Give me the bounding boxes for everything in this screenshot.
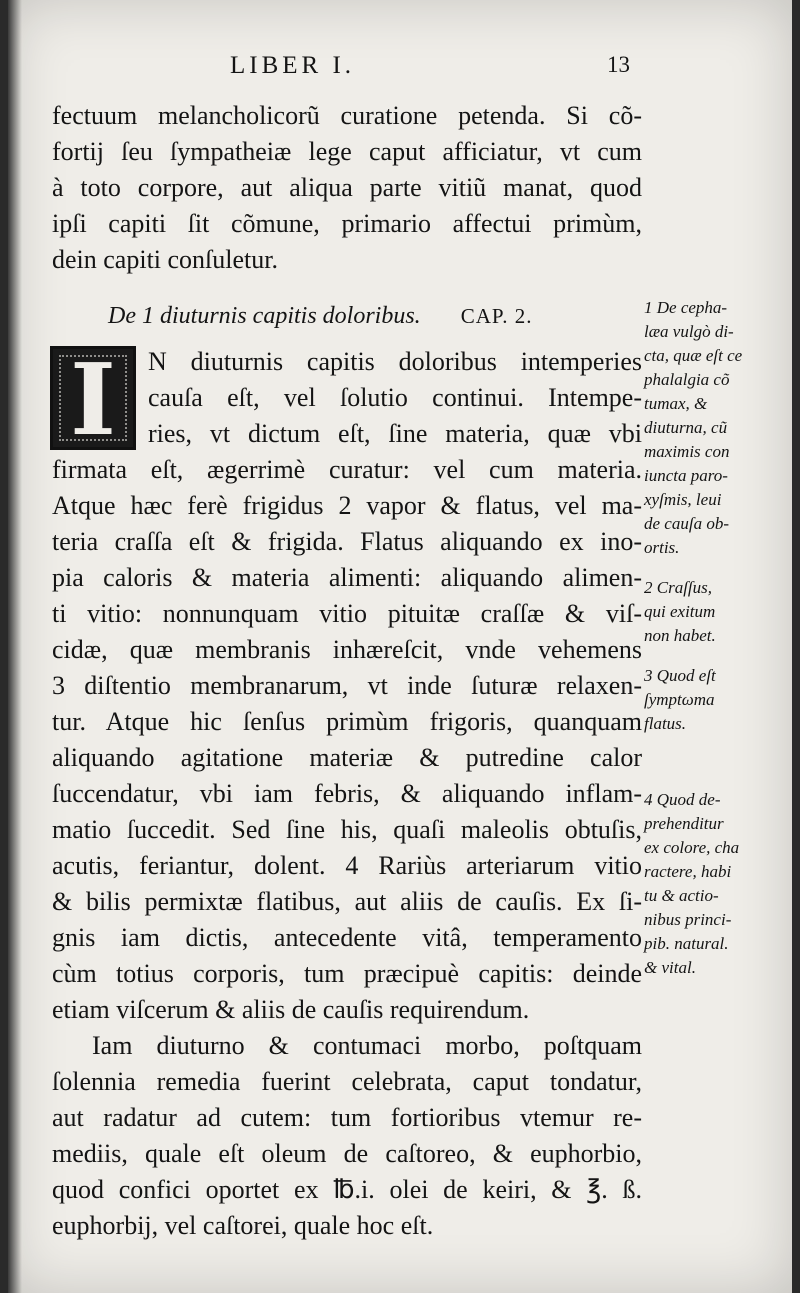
page-gutter-shadow bbox=[8, 0, 22, 1293]
note-line: 4 Quod de- bbox=[644, 790, 721, 809]
text-line: firmata eſt, ægerrimè curatur: vel cum materia. bbox=[52, 455, 642, 484]
initial-paragraph bbox=[52, 343, 642, 458]
text-line: ſolennia remedia fuerint celebrata, caput tondatur, bbox=[52, 1067, 642, 1096]
note-spacer bbox=[644, 736, 784, 788]
text-line: ipſi capiti ſit cõmune, primario affectui primùm, bbox=[52, 209, 642, 238]
note-line: maximis con bbox=[644, 442, 730, 461]
text-line: tur. Atque hic ſenſus primùm frigoris, quanquam bbox=[52, 707, 642, 736]
note-line: qui exitum bbox=[644, 602, 716, 621]
note-line: ex colore, cha bbox=[644, 838, 740, 857]
text-line: teria craſſa eſt & frigida. Flatus aliquando ex ino- bbox=[52, 527, 642, 556]
note-line: prehenditur bbox=[644, 814, 724, 833]
text-line: quod confici oportet ex ℔.i. olei de keiri, & ℥. ß. bbox=[52, 1175, 642, 1204]
text-line: N diuturnis capitis doloribus intemperies bbox=[148, 347, 642, 376]
text-line: & bilis permixtæ flatibus, aut aliis de cauſis. Ex ſi- bbox=[52, 887, 642, 916]
text-line: ries, vt dictum eſt, ſine materia, quæ vbi bbox=[148, 419, 642, 448]
chapter-title: De 1 diuturnis capitis doloribus. bbox=[108, 303, 421, 329]
note-line: 1 De cepha- bbox=[644, 298, 728, 317]
margin-notes bbox=[644, 296, 784, 980]
note-spacer bbox=[644, 648, 784, 664]
margin-note bbox=[644, 664, 784, 736]
chapter-heading bbox=[52, 292, 642, 340]
note-line: & vital. bbox=[644, 958, 696, 977]
text-line: Atque hæc ferè frigidus 2 vapor & flatus, vel ma- bbox=[52, 491, 642, 520]
text-line: fortij ſeu ſympatheiæ lege caput afficiatur, vt cum bbox=[52, 137, 642, 166]
note-line: xyſmis, leui bbox=[644, 490, 722, 509]
margin-note bbox=[644, 576, 784, 648]
note-line: non habet. bbox=[644, 626, 716, 645]
note-line: pib. natural. bbox=[644, 934, 729, 953]
note-line: 2 Craſſus, bbox=[644, 578, 713, 597]
note-line: iuncta paro- bbox=[644, 466, 728, 485]
note-line: 3 Quod eſt bbox=[644, 666, 716, 685]
page-header bbox=[8, 52, 792, 92]
note-line: cta, quæ eſt ce bbox=[644, 346, 743, 365]
note-line: ſymptωma bbox=[644, 690, 715, 709]
note-line: nibus princi- bbox=[644, 910, 732, 929]
margin-note bbox=[644, 788, 784, 980]
text-line: Iam diuturno & contumaci morbo, poſtquam bbox=[92, 1031, 642, 1060]
book-page bbox=[8, 0, 792, 1293]
margin-note bbox=[644, 296, 784, 560]
text-line: 3 diſtentio membranarum, vt inde ſuturæ relaxen- bbox=[52, 671, 642, 700]
text-line: dein capiti conſuletur. bbox=[52, 245, 278, 274]
text-line: gnis iam dictis, antecedente vitâ, temperamento bbox=[52, 923, 642, 952]
text-line: pia caloris & materia alimenti: aliquando alimen- bbox=[52, 563, 642, 592]
note-line: tumax, & bbox=[644, 394, 708, 413]
text-line: etiam viſcerum & aliis de cauſis requirendum. bbox=[52, 995, 530, 1024]
running-head: LIBER I. bbox=[230, 52, 356, 79]
page-number: 13 bbox=[607, 52, 630, 77]
text-line: matio ſuccedit. Sed ſine his, quaſi maleolis obtuſis, bbox=[52, 815, 642, 844]
text-line: ti vitio: nonnunquam vitio pituitæ craſſæ & viſ- bbox=[52, 599, 642, 628]
text-line: mediis, quale eſt oleum de caſtoreo, & euphorbio, bbox=[52, 1139, 642, 1168]
text-line: aliquando agitatione materiæ & putredine calor bbox=[52, 743, 642, 772]
text-line: à toto corpore, aut aliqua parte vitiũ manat, quod bbox=[52, 173, 642, 202]
ornamental-drop-cap: I bbox=[50, 346, 136, 450]
text-line: cauſa eſt, vel ſolutio continui. Intempe- bbox=[148, 383, 642, 412]
note-line: phalalgia cõ bbox=[644, 370, 730, 389]
note-line: tu & actio- bbox=[644, 886, 719, 905]
text-line: acutis, feriantur, dolent. 4 Rariùs arteriarum vitio bbox=[52, 851, 642, 880]
text-line: aut radatur ad cutem: tum fortioribus vtemur re- bbox=[52, 1103, 642, 1132]
chapter-number: CAP. 2. bbox=[460, 304, 533, 328]
text-line: ſuccendatur, vbi iam febris, & aliquando inflam- bbox=[52, 779, 642, 808]
note-line: de cauſa ob- bbox=[644, 514, 729, 533]
main-text bbox=[52, 98, 642, 1244]
note-line: ortis. bbox=[644, 538, 680, 557]
text-line: cidæ, quæ membranis inhæreſcit, vnde vehemens bbox=[52, 635, 642, 664]
note-line: flatus. bbox=[644, 714, 687, 733]
note-spacer bbox=[644, 560, 784, 576]
note-line: diuturna, cũ bbox=[644, 418, 728, 437]
text-line: euphorbij, vel caſtorei, quale hoc eſt. bbox=[52, 1211, 434, 1240]
note-line: ractere, habi bbox=[644, 862, 732, 881]
text-line: cùm totius corporis, tum præcipuè capitis: deinde bbox=[52, 959, 642, 988]
text-line: fectuum melancholicorũ curatione petenda. Si cõ- bbox=[52, 101, 642, 130]
note-line: læa vulgò di- bbox=[644, 322, 734, 341]
